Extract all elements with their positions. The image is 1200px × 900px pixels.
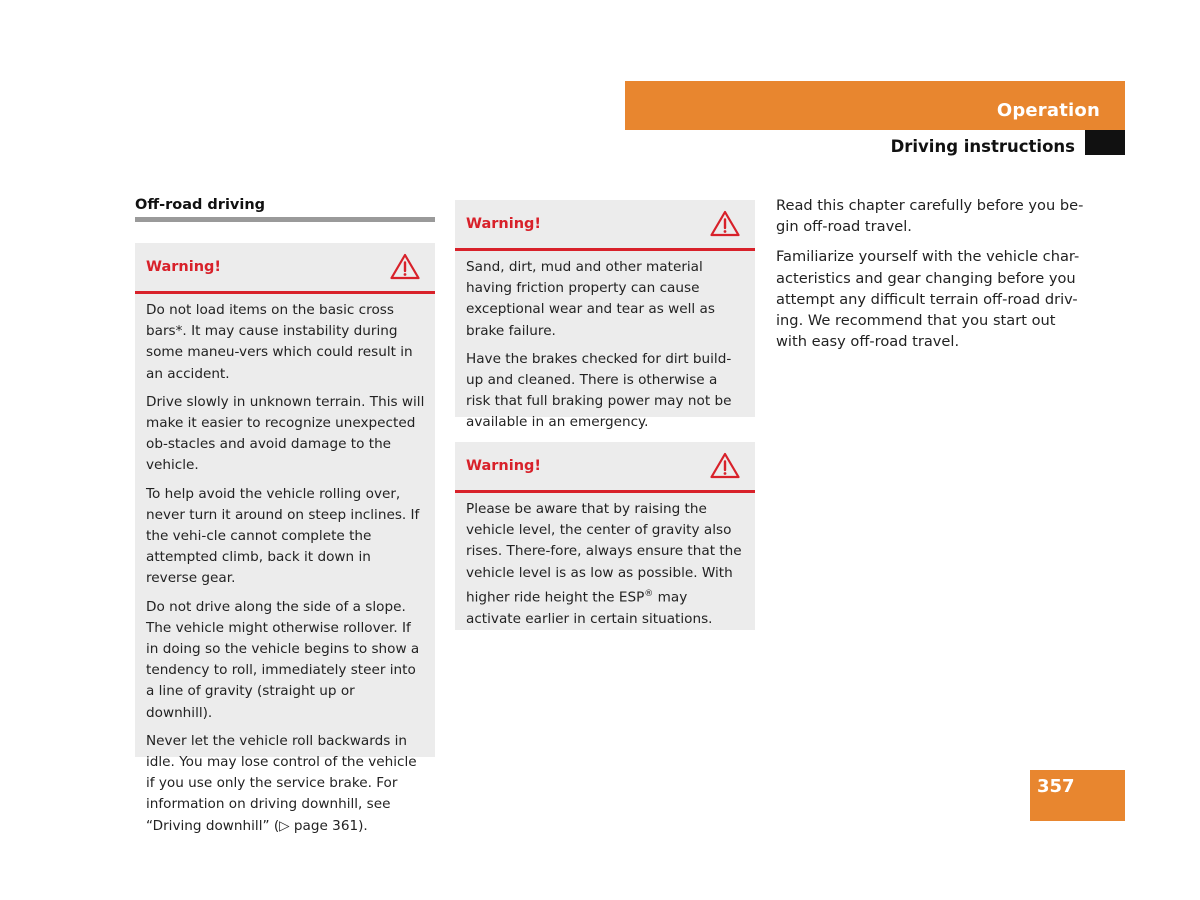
warning-body — [455, 251, 755, 447]
heading-rule — [135, 217, 435, 222]
chapter-title: Operation — [996, 100, 1100, 121]
warning-paragraph: Sand, dirt, mud and other material having friction property can cause exceptional wear and tear as well as brake failure. — [466, 259, 715, 339]
warning-label: Warning! — [466, 458, 542, 474]
warning-box-vehicle-level — [455, 442, 755, 630]
paragraph-text: may activate earlier in certain situations. — [466, 589, 713, 627]
warning-triangle-icon — [710, 452, 740, 479]
warning-paragraph: Do not load items on the basic cross bars*. It may cause instability during some maneu-vers which could result in an accident. — [146, 302, 413, 382]
warning-triangle-icon — [710, 210, 740, 237]
warning-paragraph: Never let the vehicle roll backwards in idle. You may lose control of the vehicle if you use only the service brake. For information on driving downhill, see “Driving downhill” (▷ page 361). — [146, 732, 417, 834]
warning-paragraph: To help avoid the vehicle rolling over, never turn it around on steep inclines. If the vehi-cle cannot complete the attempted climb, back it down in reverse gear. — [146, 485, 420, 587]
warning-label: Warning! — [466, 216, 542, 232]
registered-mark: ® — [644, 588, 654, 599]
intro-paragraph: Familiarize yourself with the vehicle char-acteristics and gear changing before you attempt any difficult terrain off-road driv-ing. We recommend that you start out with easy off-road travel. — [776, 248, 1080, 351]
warning-header — [455, 442, 755, 493]
page-number: 357 — [1037, 776, 1075, 797]
chapter-header-bar — [625, 81, 1125, 130]
warning-paragraph: Have the brakes checked for dirt build-up and cleaned. There is otherwise a risk that full braking power may not be available in an emergency. — [466, 350, 732, 431]
intro-text-column — [776, 195, 1086, 361]
warning-box-offroad — [135, 243, 435, 834]
warning-paragraph: Do not drive along the side of a slope. The vehicle might otherwise rollover. If in doing so the vehicle begins to show a tendency to roll, immediately steer into a line of gravity (straight up or downhill). — [146, 598, 420, 721]
section-title: Driving instructions — [890, 137, 1075, 156]
warning-header — [135, 243, 435, 294]
warning-body — [135, 294, 435, 850]
intro-paragraph: Read this chapter carefully before you be-gin off-road travel. — [776, 197, 1084, 236]
warning-label: Warning! — [146, 259, 222, 275]
warning-header — [455, 200, 755, 251]
warning-paragraph: Drive slowly in unknown terrain. This will make it easier to recognize unexpected ob-stacles and avoid damage to the vehicle. — [146, 393, 425, 474]
paragraph-text: Please be aware that by raising the vehicle level, the center of gravity also rises. There-fore, always ensure that the vehicle level is as low as possible. With higher ride height the ESP — [466, 501, 742, 606]
warning-paragraph — [466, 499, 745, 630]
warning-box-brakes — [455, 200, 755, 431]
section-tab-marker — [1085, 130, 1125, 155]
warning-body — [455, 493, 755, 643]
off-road-heading: Off-road driving — [135, 197, 266, 213]
page-number-box — [1030, 770, 1125, 821]
warning-triangle-icon — [390, 253, 420, 280]
